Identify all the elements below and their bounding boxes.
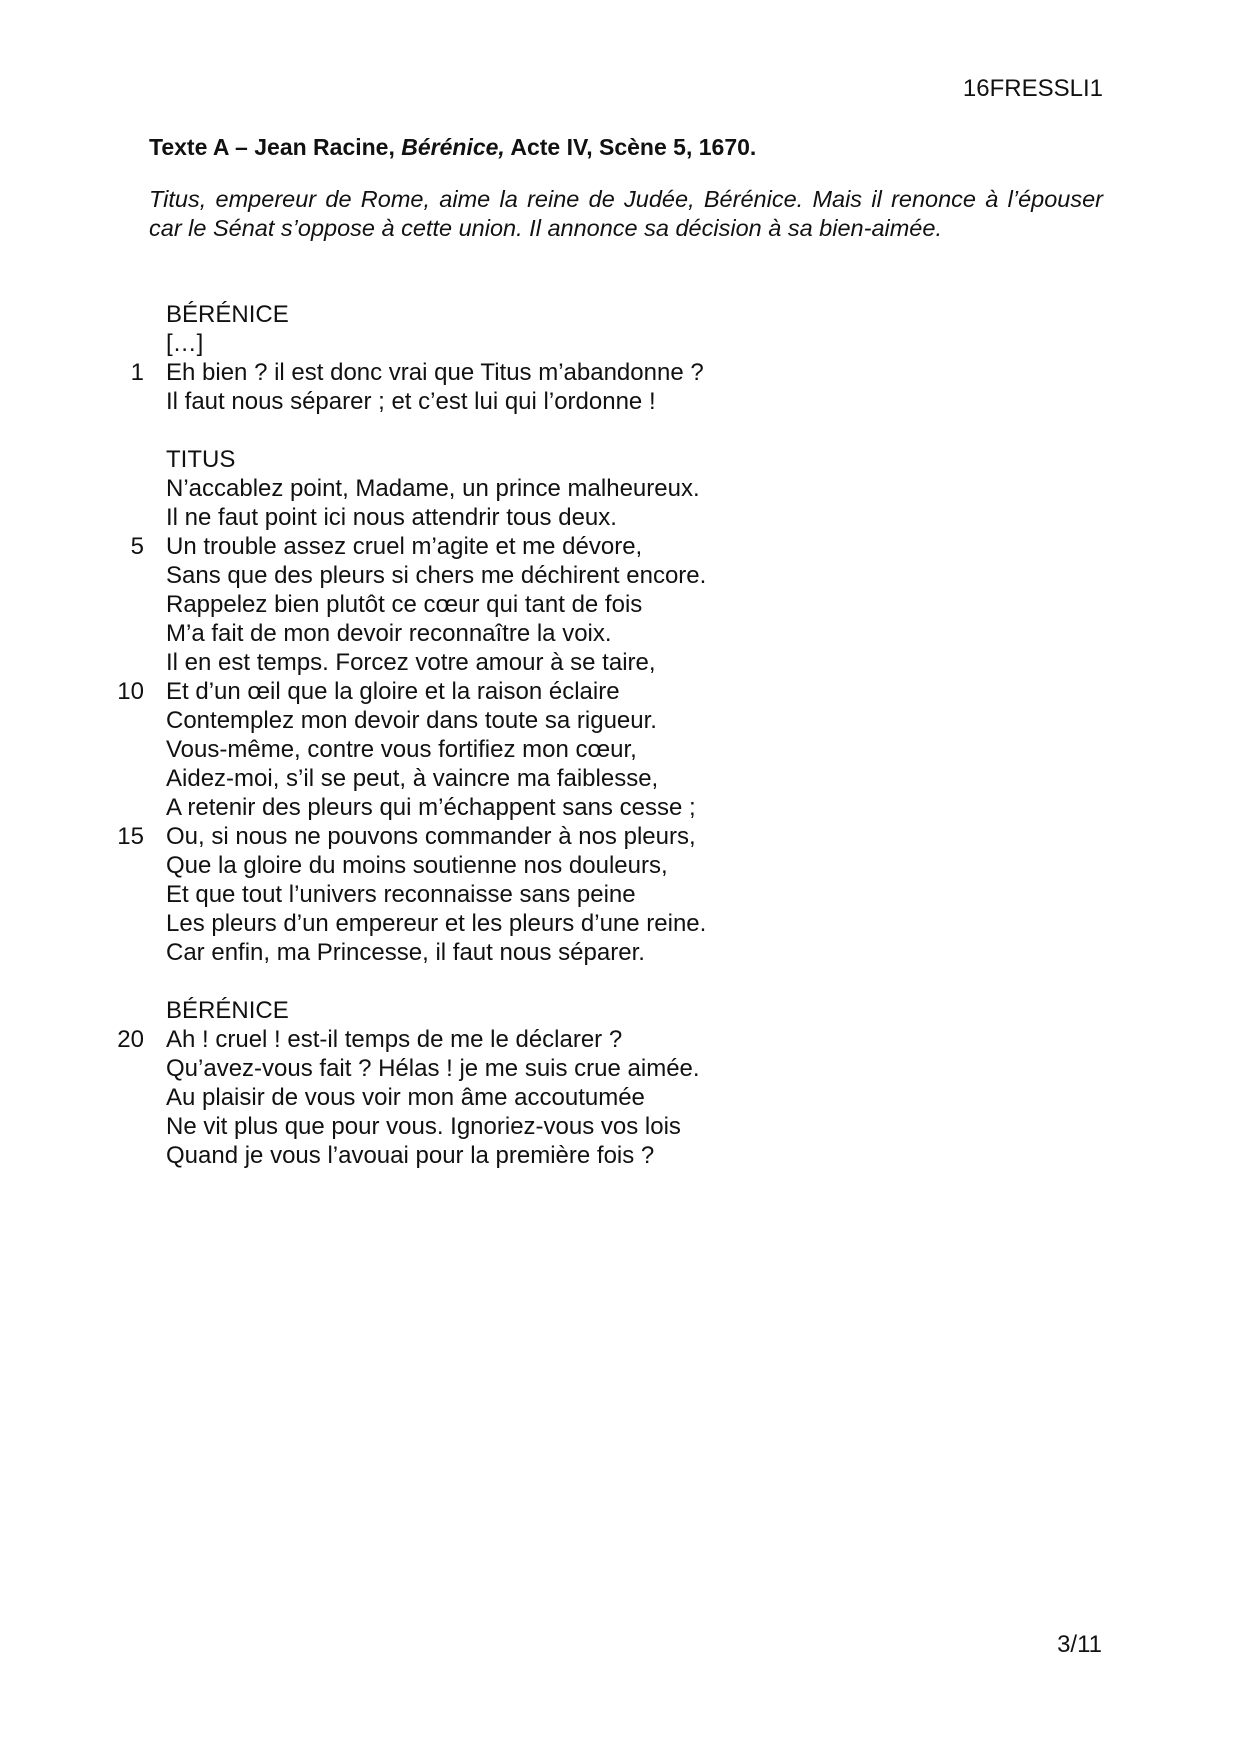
verse-line <box>100 503 860 532</box>
verse-text: Contemplez mon devoir dans toute sa rigueur. <box>166 707 657 734</box>
verse-text: Aidez-moi, s’il se peut, à vaincre ma faiblesse, <box>166 765 659 792</box>
verse-line <box>100 619 860 648</box>
document-code: 16FRESSLI1 <box>962 75 1103 102</box>
verse-line <box>100 590 860 619</box>
page-number: 3/11 <box>1057 1631 1102 1658</box>
verse-line <box>100 909 860 938</box>
verse-text: Ne vit plus que pour vous. Ignoriez-vous vos lois <box>166 1113 681 1140</box>
verse-line <box>100 648 860 677</box>
stanza-gap <box>100 967 860 996</box>
verse-text: M’a fait de mon devoir reconnaître la voix. <box>166 620 612 647</box>
verse-line <box>100 851 860 880</box>
verse-line <box>100 1054 860 1083</box>
verse-line <box>100 1083 860 1112</box>
verse-text: Car enfin, ma Princesse, il faut nous séparer. <box>166 939 645 966</box>
verse-text: Il ne faut point ici nous attendrir tous deux. <box>166 504 617 531</box>
text-title <box>149 132 756 162</box>
verse-text: Et que tout l’univers reconnaisse sans peine <box>166 881 636 908</box>
verse-text: Rappelez bien plutôt ce cœur qui tant de fois <box>166 591 643 618</box>
verse-text: Ah ! cruel ! est-il temps de me le déclarer ? <box>166 1026 623 1053</box>
verse-text: N’accablez point, Madame, un prince malheureux. <box>166 475 700 502</box>
title-prefix: Texte A – Jean Racine, <box>149 134 402 160</box>
verse-line <box>100 996 860 1025</box>
verse-line <box>100 938 860 967</box>
verse-line <box>100 561 860 590</box>
verse-line <box>100 822 860 851</box>
verse-text: Vous-même, contre vous fortifiez mon cœur, <box>166 736 637 763</box>
verse-text: BÉRÉNICE <box>166 997 289 1024</box>
verse-text: Au plaisir de vous voir mon âme accoutumée <box>166 1084 645 1111</box>
verse-line <box>100 532 860 561</box>
verse-line <box>100 1141 860 1170</box>
verse-line <box>100 1025 860 1054</box>
verse-text: Sans que des pleurs si chers me déchirent encore. <box>166 562 707 589</box>
verse-line <box>100 387 860 416</box>
verse-text: BÉRÉNICE <box>166 301 289 328</box>
verse-text: Les pleurs d’un empereur et les pleurs d’une reine. <box>166 910 707 937</box>
verse-line <box>100 793 860 822</box>
line-number: 15 <box>117 823 144 850</box>
verse-text: Et d’un œil que la gloire et la raison éclaire <box>166 678 620 705</box>
stanza-gap <box>100 416 860 445</box>
verse-text: Il faut nous séparer ; et c’est lui qui l’ordonne ! <box>166 388 656 415</box>
verse-line <box>100 300 860 329</box>
verse-line <box>100 358 860 387</box>
line-number: 1 <box>130 359 144 386</box>
verse-line <box>100 329 860 358</box>
verse-text: TITUS <box>166 446 236 473</box>
verse-text: A retenir des pleurs qui m’échappent sans cesse ; <box>166 794 696 821</box>
line-number: 5 <box>130 533 144 560</box>
line-number: 20 <box>117 1026 144 1053</box>
verse-line <box>100 880 860 909</box>
title-work: Bérénice, <box>401 134 505 160</box>
verse-text: Un trouble assez cruel m’agite et me dévore, <box>166 533 643 560</box>
verse-line <box>100 706 860 735</box>
verse-line <box>100 735 860 764</box>
play-excerpt <box>100 300 860 1170</box>
line-number: 10 <box>117 678 144 705</box>
verse-text: Il en est temps. Forcez votre amour à se taire, <box>166 649 656 676</box>
verse-text: […] <box>166 330 204 357</box>
verse-line <box>100 445 860 474</box>
verse-text: Ou, si nous ne pouvons commander à nos pleurs, <box>166 823 696 850</box>
verse-text: Que la gloire du moins soutienne nos douleurs, <box>166 852 668 879</box>
verse-text: Quand je vous l’avouai pour la première fois ? <box>166 1142 655 1169</box>
verse-line <box>100 474 860 503</box>
verse-line <box>100 1112 860 1141</box>
title-suffix: Acte IV, Scène 5, 1670. <box>504 134 757 160</box>
verse-text: Eh bien ? il est donc vrai que Titus m’abandonne ? <box>166 359 704 386</box>
intro-paragraph: Titus, empereur de Rome, aime la reine de Judée, Bérénice. Mais il renonce à l’épouser car le Sénat s’oppose à cette union. Il annonce sa décision à sa bien-aimée. <box>149 186 1103 241</box>
verse-line <box>100 764 860 793</box>
verse-text: Qu’avez-vous fait ? Hélas ! je me suis crue aimée. <box>166 1055 700 1082</box>
verse-line <box>100 677 860 706</box>
